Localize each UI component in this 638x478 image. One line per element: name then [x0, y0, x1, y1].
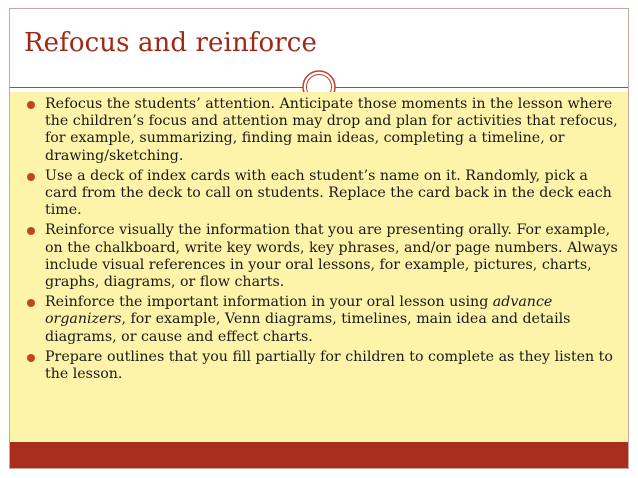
- bullet-item-prepare-outlines: [24, 349, 619, 383]
- content-area: [10, 92, 628, 442]
- bullet-text-emphasis: advance organizers: [45, 294, 553, 328]
- bullet-item-refocus: [24, 96, 619, 165]
- bullet-text-after: , for example, Venn diagrams, timelines, main idea and details diagrams, or cause and effect charts.: [45, 311, 571, 345]
- bullet-text-before: Reinforce the important information in your oral lesson using: [45, 294, 493, 311]
- bullet-dot-icon: [27, 299, 35, 307]
- bullet-text: Prepare outlines that you fill partially for children to complete as they listen to the lesson.: [45, 348, 613, 383]
- bullet-text: Use a deck of index cards with each student’s name on it. Randomly, pick a card from the deck to call on students. Replace the card back in the deck each time.: [45, 167, 612, 219]
- footer-bar: [10, 442, 628, 468]
- slide-title: Refocus and reinforce: [24, 28, 317, 58]
- bullet-text: Refocus the students’ attention. Anticipate those moments in the lesson where the children’s focus and attention may drop and plan for activities that refocus, for example, summarizing, finding main ideas, completing a timeline, or drawing/sketching.: [45, 96, 618, 164]
- bullet-dot-icon: [27, 173, 35, 181]
- bullet-list: [24, 96, 619, 386]
- bullet-dot-icon: [27, 227, 35, 235]
- bullet-item-reinforce-visually: [24, 222, 619, 291]
- bullet-item-index-cards: [24, 168, 619, 220]
- bullet-text: Reinforce visually the information that you are presenting orally. For example, on the chalkboard, write key words, key phrases, and/or page numbers. Always include visual references in your oral lessons, for example, pictures, charts, graphs, diagrams, or flow charts.: [45, 222, 618, 291]
- bullet-dot-icon: [27, 354, 35, 362]
- bullet-item-advance-organizers: [24, 294, 619, 346]
- bullet-dot-icon: [27, 101, 35, 109]
